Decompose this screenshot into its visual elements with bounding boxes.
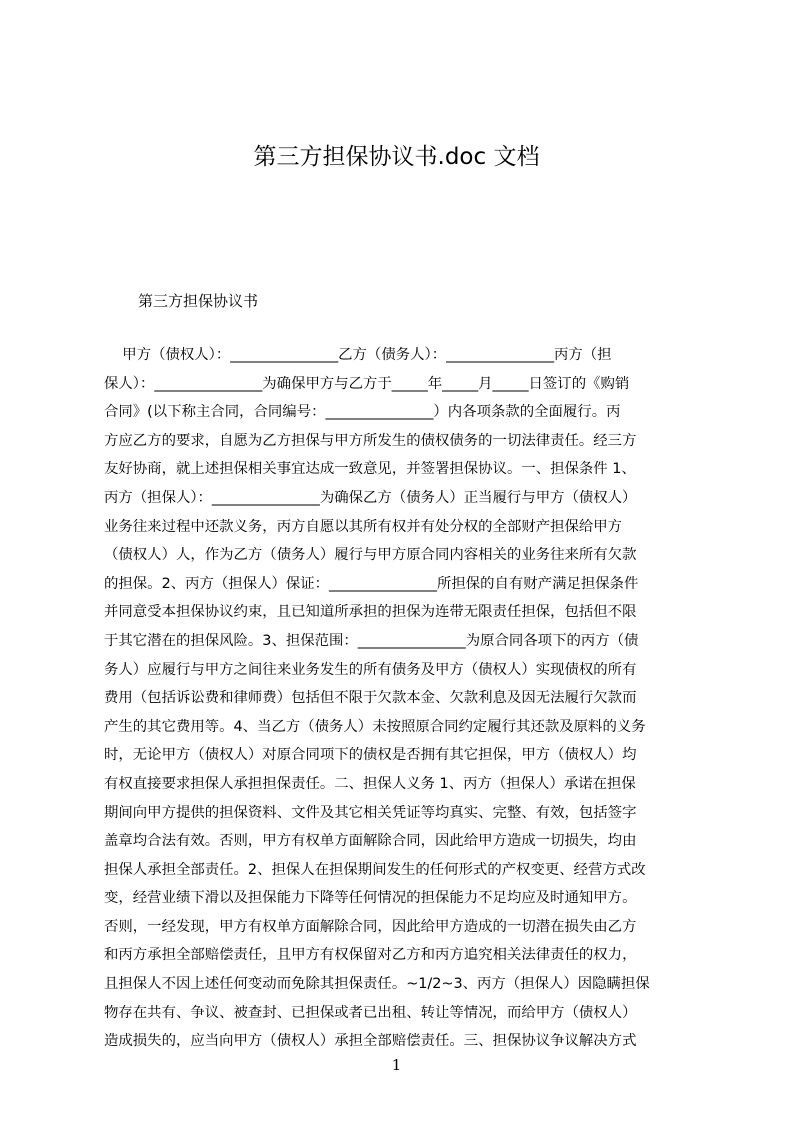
body-line: 造成损失的，应当向甲方（债权人）承担全部赔偿责任。三、担保协议争议解决方式 [104, 1033, 637, 1050]
body-line: 保人）：_______________为确保甲方与乙方于_____年_____月_____日签订的《购销 [104, 375, 630, 392]
body-line: 和丙方承担全部赔偿责任，且甲方有权保留对乙方和丙方追究相关法律责任的权力， [104, 947, 637, 964]
body-line: 甲方（债权人）：_______________乙方（债务人）：_______________丙方（担 [104, 347, 612, 363]
document-title: 第三方担保协议书.doc 文档 [253, 144, 540, 170]
body-line: 合同》(以下称主合同，合同编号：_______________）内各项条款的全面履行。丙 [104, 404, 621, 421]
agreement-heading: 第三方担保协议书 [138, 292, 259, 310]
agreement-body [104, 341, 698, 1050]
body-line: 并同意受本担保协议约束，且已知道所承担的担保为连带无限责任担保，包括但不限 [104, 604, 637, 621]
body-line: 担保人承担全部责任。2、担保人在担保期间发生的任何形式的产权变更、经营方式改 [104, 861, 646, 878]
body-line: 业务往来过程中还款义务，丙方自愿以其所有权并有处分权的全部财产担保给甲方 [104, 518, 623, 535]
body-line: 务人）应履行与甲方之间往来业务发生的所有债务及甲方（债权人）实现债权的所有 [104, 661, 637, 678]
body-line: 否则，一经发现，甲方有权单方面解除合同，因此给甲方造成的一切潜在损失由乙方 [104, 918, 637, 935]
page-number: 1 [391, 1056, 402, 1074]
body-line: 盖章均合法有效。否则，甲方有权单方面解除合同，因此给甲方造成一切损失，均由 [104, 833, 637, 850]
body-line: 产生的其它费用等。4、当乙方（债务人）未按照原合同约定履行其还款及原料的义务 [104, 718, 646, 735]
body-line: 且担保人不因上述任何变动而免除其担保责任。~1/2~3、丙方（担保人）因隐瞒担保 [104, 976, 650, 993]
body-line: 期间向甲方提供的担保资料、文件及其它相关凭证等均真实、完整、有效，包括签字 [104, 804, 637, 821]
body-line: 变，经营业绩下滑以及担保能力下降等任何情况的担保能力不足均应及时通知甲方。 [104, 890, 637, 907]
body-line: 时，无论甲方（债权人）对原合同项下的债权是否拥有其它担保，甲方（债权人）均 [104, 747, 637, 764]
body-line: 友好协商，就上述担保相关事宜达成一致意见，并签署担保协议。一、担保条件 1、 [104, 461, 636, 478]
body-line: 物存在共有、争议、被查封、已担保或者已出租、转让等情况，而给甲方（债权人） [104, 1004, 637, 1021]
body-line: 有权直接要求担保人承担担保责任。二、担保人义务 1、丙方（担保人）承诺在担保 [104, 775, 636, 792]
body-line: （债权人）人，作为乙方（债务人）履行与甲方原合同内容相关的业务往来所有欠款 [104, 547, 637, 564]
body-line: 费用（包括诉讼费和律师费）包括但不限于欠款本金、欠款利息及因无法履行欠款而 [104, 690, 637, 707]
body-line: 丙方（担保人）：_______________为确保乙方（债务人）正当履行与甲方（债权人） [104, 489, 637, 506]
body-line: 于其它潜在的担保风险。3、担保范围：_______________为原合同各项下的丙方（债 [104, 632, 639, 649]
body-line: 方应乙方的要求，自愿为乙方担保与甲方所发生的债权债务的一切法律责任。经三方 [104, 432, 637, 449]
body-line: 的担保。2、丙方（担保人）保证：_______________所担保的自有财产满足担保条件 [104, 575, 639, 592]
